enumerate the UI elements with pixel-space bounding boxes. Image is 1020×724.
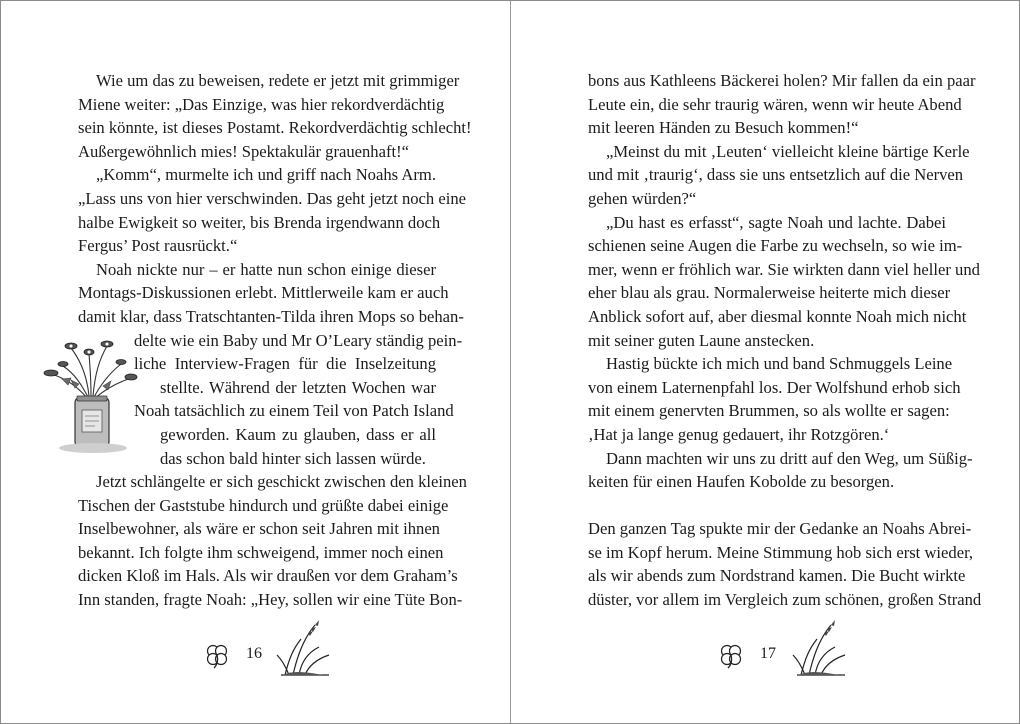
text-line: mer, wenn er fröhlich war. Sie wirkten dann viel heller und: [588, 259, 980, 279]
section-break: [588, 494, 946, 518]
text-line: Inn standen, fragte Noah: „Hey, sollen wir eine Tüte Bon-: [78, 590, 463, 610]
text-line: Inselbewohner, als wäre er schon seit Jahren mit ihnen: [78, 519, 440, 539]
left-page: [1, 1, 510, 723]
text-line: Wie um das zu beweisen, redete er jetzt mit grimmiger: [96, 71, 460, 90]
page-number: 16: [246, 645, 262, 662]
text-line: Dann machten wir uns zu dritt auf den Weg, um Süßig-: [606, 448, 973, 468]
clover-icon: [717, 641, 745, 669]
text-line: Außergewöhnlich mies! Spektakulär grauenhaft!“: [78, 141, 409, 161]
text-line: Den ganzen Tag spukte mir der Gedanke an Noahs Abrei-: [588, 519, 972, 539]
text-line: Jetzt schlängelte er sich geschickt zwischen den kleinen: [96, 472, 467, 492]
text-line: Miene weiter: „Das Einzige, was hier rekordverdächtig: [78, 94, 445, 114]
text-line: stellte. Während der letzten Wochen war: [160, 377, 436, 397]
text-line: mit einem genervten Brummen, so als wollte er sagen:: [588, 401, 950, 421]
text-line: Leute ein, die sehr traurig wären, wenn wir heute Abend: [588, 94, 962, 114]
clover-icon: [203, 641, 231, 669]
text-line: gehen würden?“: [588, 188, 697, 208]
left-folio: [1, 619, 510, 679]
text-line: Hastig bückte ich mich und band Schmuggels Leine: [606, 354, 953, 374]
text-line: Noah tatsächlich zu einem Teil von Patch Island: [134, 401, 454, 421]
text-line: das schon bald hinter sich lassen würde.: [160, 448, 426, 468]
text-line: Montags-Diskussionen erlebt. Mittlerweile kam er auch: [78, 283, 449, 303]
grass-tuft-icon: [275, 619, 335, 677]
text-line: düster, vor allem im Vergleich zum schönen, großen Strand: [588, 590, 982, 610]
text-line: Noah nickte nur – er hatte nun schon einige dieser: [96, 259, 436, 279]
text-line: „Komm“, murmelte ich und griff nach Noahs Arm.: [96, 165, 436, 185]
text-line: Fergus’ Post rausrückt.“: [78, 236, 238, 256]
text-line: „Meinst du mit ‚Leuten‘ vielleicht kleine bärtige Kerle: [606, 141, 970, 161]
right-folio: [511, 619, 1020, 679]
text-line: geworden. Kaum zu glauben, dass er all: [160, 424, 436, 444]
text-line: delte wie ein Baby und Mr O’Leary ständig pein-: [134, 330, 463, 350]
text-line: liche Interview-Fragen für die Inselzeitung: [134, 354, 436, 374]
grass-tuft-icon: [791, 619, 851, 677]
text-line: halbe Ewigkeit so weiter, bis Brenda irgendwann doch: [78, 212, 441, 232]
text-line: als wir abends zum Nordstrand kamen. Die Bucht wirkte: [588, 566, 966, 586]
flower-jar-illustration: [41, 326, 141, 456]
text-line: sein könnte, ist dieses Postamt. Rekordverdächtig schlecht!: [78, 118, 472, 138]
right-page: [511, 1, 1020, 723]
page-number: 17: [760, 645, 776, 662]
right-page-text: [588, 69, 982, 612]
text-line: Tischen der Gaststube hindurch und grüßte dabei einige: [78, 495, 449, 515]
text-line: von einem Laternenpfahl los. Der Wolfshund erhob sich: [588, 377, 961, 397]
text-line: „Lass uns von hier verschwinden. Das geht jetzt noch eine: [78, 188, 466, 208]
text-line: schienen seine Augen die Farbe zu wechseln, so wie im-: [588, 236, 963, 256]
text-line: damit klar, dass Tratschtanten-Tilda ihren Mops so behan-: [78, 306, 464, 326]
text-line: eher blau als grau. Normalerweise heiterte mich dieser: [588, 283, 951, 303]
text-line: Anblick sofort auf, aber diesmal konnte Noah mich nicht: [588, 306, 967, 326]
text-line: keiten für einen Haufen Kobolde zu besorgen.: [588, 472, 895, 492]
text-line: dicken Kloß im Hals. Als wir draußen vor dem Graham’s: [78, 566, 458, 586]
text-line: „Du hast es erfasst“, sagte Noah und lachte. Dabei: [606, 212, 946, 232]
text-line: mit seiner guten Laune anstecken.: [588, 330, 815, 350]
text-line: mit leeren Händen zu Besuch kommen!“: [588, 118, 859, 138]
text-line: bons aus Kathleens Bäckerei holen? Mir fallen da ein paar: [588, 71, 976, 90]
text-line: ‚Hat ja lange genug gedauert, ihr Rotzgören.‘: [588, 424, 890, 444]
text-line: bekannt. Ich folgte ihm schweigend, immer noch einen: [78, 542, 444, 562]
text-line: se im Kopf herum. Meine Stimmung hob sich erst wieder,: [588, 542, 974, 562]
text-line: und mit ‚traurig‘, dass sie uns entsetzlich auf die Nerven: [588, 165, 964, 185]
